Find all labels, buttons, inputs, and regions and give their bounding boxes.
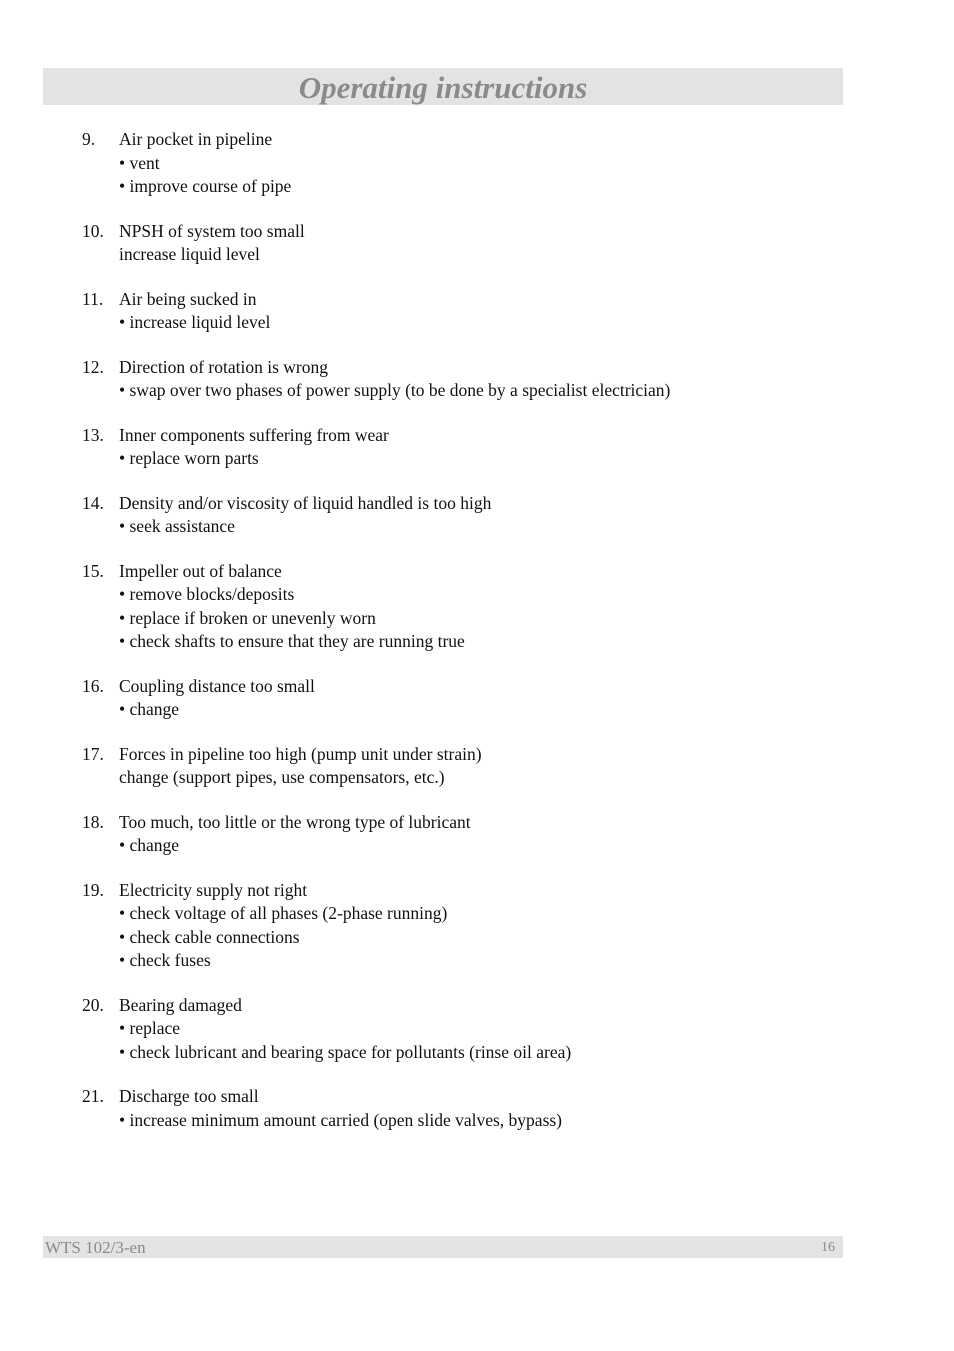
list-item: [82, 356, 842, 403]
item-body: [119, 879, 842, 973]
item-remedy: • check fuses: [119, 950, 211, 970]
list-item: [82, 128, 842, 199]
item-remedy: • check cable connections: [119, 926, 300, 947]
item-remedy: • change: [119, 699, 180, 719]
item-number: 17.: [82, 743, 104, 764]
item-number: 11.: [82, 288, 104, 309]
item-remedy: • replace: [119, 1018, 181, 1038]
list-item: [82, 424, 842, 471]
item-body: [119, 424, 842, 471]
list-item: [82, 220, 842, 267]
item-remedy: • seek assistance: [119, 516, 235, 536]
list-item: [82, 1085, 842, 1132]
item-remedy: • change: [119, 835, 180, 855]
item-body: [119, 220, 842, 267]
item-heading: Coupling distance too small: [119, 675, 315, 696]
page-number: 16: [821, 1240, 835, 1255]
item-remedy: • vent: [119, 152, 160, 173]
item-remedy: change (support pipes, use compensators, etc.): [119, 767, 445, 787]
list-item: [82, 675, 842, 722]
item-body: [119, 994, 842, 1065]
item-heading: NPSH of system too small: [119, 220, 305, 241]
item-body: [119, 743, 842, 790]
item-remedy: • check lubricant and bearing space for pollutants (rinse oil area): [119, 1041, 572, 1062]
item-heading: Inner components suffering from wear: [119, 424, 389, 445]
item-number: 9.: [82, 129, 96, 149]
item-body: [119, 1085, 842, 1132]
item-heading: Too much, too little or the wrong type of lubricant: [119, 811, 471, 832]
item-number: 18.: [82, 811, 104, 832]
item-heading: Discharge too small: [119, 1086, 259, 1106]
item-heading: Direction of rotation is wrong: [119, 356, 328, 377]
list-item: [82, 288, 842, 335]
list-item: [82, 994, 842, 1065]
footer-bar: [43, 1236, 843, 1258]
item-number: 15.: [82, 560, 104, 581]
item-remedy: • check shafts to ensure that they are running true: [119, 631, 465, 651]
item-remedy: • swap over two phases of power supply (to be done by a specialist electrician): [119, 380, 671, 400]
item-heading: Electricity supply not right: [119, 879, 308, 900]
item-heading: Bearing damaged: [119, 994, 242, 1015]
item-remedy: • remove blocks/deposits: [119, 584, 295, 604]
item-body: [119, 128, 842, 199]
item-body: [119, 811, 842, 858]
item-body: [119, 356, 842, 403]
item-number: 14.: [82, 492, 104, 513]
item-number: 19.: [82, 879, 104, 900]
list-item: [82, 743, 842, 790]
item-heading: Air pocket in pipeline: [119, 129, 273, 149]
list-item: [82, 560, 842, 654]
item-remedy: • increase liquid level: [119, 312, 271, 332]
item-body: [119, 288, 842, 335]
item-number: 13.: [82, 424, 104, 445]
item-heading: Forces in pipeline too high (pump unit under strain): [119, 743, 482, 764]
item-number: 21.: [82, 1086, 104, 1106]
item-number: 10.: [82, 220, 104, 241]
item-body: [119, 492, 842, 539]
item-heading: Impeller out of balance: [119, 560, 282, 581]
list-item: [82, 879, 842, 973]
document-id: WTS 102/3-en: [45, 1238, 146, 1257]
header-bar: [43, 68, 843, 105]
item-number: 20.: [82, 994, 104, 1015]
item-number: 12.: [82, 356, 104, 377]
item-remedy: • replace if broken or unevenly worn: [119, 607, 376, 628]
list-item: [82, 811, 842, 858]
item-body: [119, 560, 842, 654]
item-heading: Density and/or viscosity of liquid handled is too high: [119, 492, 492, 513]
item-remedy: • replace worn parts: [119, 448, 259, 468]
item-heading: Air being sucked in: [119, 288, 257, 309]
page-title: Operating instructions: [298, 70, 588, 105]
troubleshooting-list: [82, 128, 842, 1153]
item-body: [119, 675, 842, 722]
item-remedy: • increase minimum amount carried (open slide valves, bypass): [119, 1109, 563, 1130]
item-remedy: • improve course of pipe: [119, 176, 292, 196]
item-remedy: increase liquid level: [119, 244, 260, 264]
item-remedy: • check voltage of all phases (2-phase running): [119, 903, 448, 923]
list-item: [82, 492, 842, 539]
item-number: 16.: [82, 675, 104, 696]
